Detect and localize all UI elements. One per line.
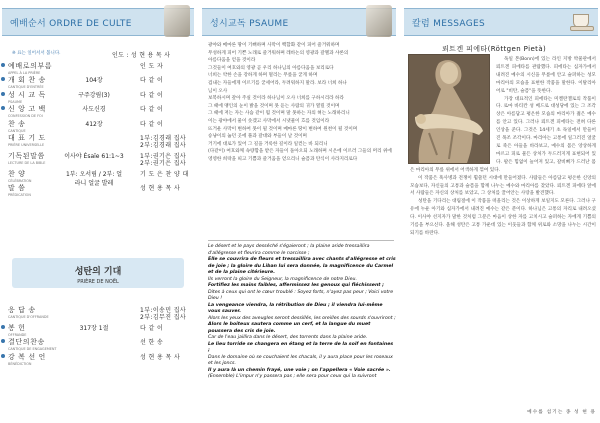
row-item-korean: 찬 송 <box>8 119 26 128</box>
row-person: 다 같 이 <box>140 91 164 99</box>
korean-verse: 승냥이의 눕던 곳에 풀과 갈대와 부들이 날 것이며 <box>208 134 307 140</box>
french-verse: Alors les yeux des aveugles seront dessillés, les oreilles des sourds s'ouvriront ; <box>208 315 396 321</box>
row-item-korean: 기독된말씀 <box>8 151 45 160</box>
service-row <box>8 103 194 117</box>
row-item-french: CANTIQUE D'OFFRANDE <box>8 315 49 319</box>
row-item-french: APPEL À LA PRIÈRE <box>8 71 41 75</box>
psalm-header-title: 성시교독 PSAUME <box>210 19 289 29</box>
row-item-french: CONFESSION DE FOI <box>8 114 43 119</box>
service-row <box>8 118 194 132</box>
service-row <box>8 132 194 150</box>
korean-verse: 겁내는 자들에게 이르기를 굳세어라, 두려워하지 말라. 보라 너희 하나 <box>208 80 347 86</box>
service-row <box>8 304 194 322</box>
row-item <box>8 61 56 75</box>
korean-verse: 이는 광야에서 물이 솟겠고 사막에서 시냇물이 흐를 것임이라 <box>208 118 330 124</box>
row-item <box>8 119 56 133</box>
church-photo-thumbnail <box>164 5 190 37</box>
row-person: 1부:이송민 집사 <box>140 307 187 314</box>
service-row <box>8 336 194 350</box>
row-item <box>8 352 56 366</box>
french-verse: Fortifiez les mains faibles, affermissez les genoux qui fléchissent ; <box>208 283 385 288</box>
row-detail: 412장 <box>85 120 103 128</box>
korean-verse: 님이 오사 <box>208 88 228 94</box>
row-bullet-icon <box>1 63 5 67</box>
korean-verse: 보복하시며 갚아 주실 것이라 하나님이 오사 너희를 구하시리라 하라 <box>208 96 344 102</box>
french-responsive-reading <box>208 244 396 381</box>
service-row <box>8 351 194 365</box>
row-item <box>8 337 56 351</box>
korean-verse: 뜨거운 사막이 변하여 못이 될 것이며 메마른 땅이 변하여 원천이 될 것이며 <box>208 126 358 132</box>
stand-note: ※ 표는 일어서서 봅니다. <box>12 51 61 56</box>
french-verse: Ils verront la gloire du Seigneur, la magnificence de notre Dieu. <box>208 276 357 282</box>
row-person: 다 같 이 <box>140 106 164 114</box>
row-item <box>8 75 56 89</box>
row-item-french: CANTIQUE D'ENTRÉE <box>8 85 44 90</box>
row-item <box>8 183 56 197</box>
row-item-korean: 대 표 기 도 <box>8 133 46 142</box>
french-verse: Le désert et le pays desséché s'égaieront ; la plaine aride tressaillira d'allégresse et fleurira comme le narcisse ; <box>208 244 370 256</box>
row-item-french: PSAUME <box>8 99 23 104</box>
service-row <box>8 60 194 74</box>
row-person: 1부:권기은 집사 <box>140 152 187 160</box>
korean-verse: 아름다움을 얻을 것이라 <box>208 58 256 64</box>
row-item-korean: 결단의찬송 <box>8 338 45 347</box>
row-item-french: CANTIQUE <box>8 128 26 133</box>
row-item-french: PRÉDICATION <box>8 193 31 198</box>
french-verse: Dans le domaine où se couchaient les chacals, il y aura place pour les roseaux et les joncs. <box>208 354 393 366</box>
korean-verse: 거기에 대로가 있어 그 길을 거룩한 길이라 일컫는 바 되리니 <box>208 141 328 147</box>
row-person: 선 한 송 <box>140 339 164 347</box>
row-bullet-icon <box>1 339 5 343</box>
messages-header-title: 칼럼 MESSAGES <box>412 19 485 29</box>
image-spacer <box>410 56 496 164</box>
row-item-korean: 찬 양 <box>8 169 26 178</box>
pastor-leader: 인도 : 성 현 용 목 사 <box>112 52 171 59</box>
row-detail: 1부: 오서림 / 2부: 얼라니 얼굴 발레 <box>65 170 123 187</box>
korean-verse: 그 때에 맹인의 눈이 밝을 것이며 못 듣는 사람의 귀가 열릴 것이며 <box>208 103 340 109</box>
french-verse: Il y aura là un chemin frayé, une voie ; on l'appellera « Voie sacrée ». <box>208 367 391 373</box>
french-verse: Dites à ceux qui ont le cœur troublé : Soyez forts, n'ayez pas peur ; Voici votre Dieu ! <box>208 289 394 301</box>
row-item-french: LECTURE DE LA BIBLE <box>8 160 46 165</box>
row-person: 인 도 자 <box>140 63 164 70</box>
row-bullet-icon <box>1 92 5 96</box>
row-item-korean: 개 회 찬 송 <box>8 76 46 85</box>
korean-responsive-reading <box>208 42 394 164</box>
row-item-korean: 예배로의부름 <box>8 62 53 70</box>
row-detail: 104장 <box>85 77 103 85</box>
row-bullet-icon <box>1 77 5 81</box>
row-detail: 사도신경 <box>82 106 106 114</box>
row-item-korean: 봉 헌 <box>8 324 26 332</box>
row-item-french: PRIÈRE UNIVERSELLE <box>8 142 45 147</box>
korean-verse: 그것들이 여호와의 영광 곧 우리 하나님의 아름다움을 보리로다 <box>208 65 334 71</box>
row-person: 성 현 용 목 사 <box>140 353 181 361</box>
messages-column <box>402 0 600 423</box>
row-item <box>8 169 56 183</box>
row-bullet-icon <box>1 106 5 110</box>
row-bullet-icon <box>1 354 5 358</box>
row-person: 1부:김경래 집사 <box>140 134 187 142</box>
row-item-korean: 신 앙 고 백 <box>8 105 46 114</box>
column-title: 뢰트겐 피에타(Röttgen Pietà) <box>442 45 547 53</box>
french-verse: (Ensemble) L'impur n'y passera pas ; elle sera pour ceux qui la suivront <box>208 374 377 379</box>
korean-verse: 무성하게 피어 기쁜 노래로 즐거워하며 레바논의 영광과 갈멜과 샤론의 <box>208 50 349 56</box>
row-item-korean: 응 답 송 <box>8 306 36 314</box>
christmas-prayer-title: 성탄의 기대 <box>74 267 122 277</box>
worship-order-list-2 <box>8 304 194 365</box>
row-item-french: CÉLÉBRATION <box>8 178 32 183</box>
french-verse: Car de l'eau jaillira dans le désert, des torrents dans la plaine aride. <box>208 335 368 340</box>
worship-order-list <box>8 60 194 197</box>
open-bible-thumbnail <box>366 5 392 37</box>
korean-verse: 그 때에 저는 자는 사슴 같이 뛸 것이며 말 못하는 자의 혀는 노래하리니 <box>208 111 350 117</box>
french-verse: Alors le boiteux sautera comme un cerf, et la langue du muet poussera des cris de joie. <box>208 322 371 334</box>
divider <box>208 240 394 241</box>
row-person: 다 같 이 <box>140 325 164 332</box>
service-row <box>8 182 194 196</box>
row-item <box>8 151 56 165</box>
row-item <box>8 104 56 118</box>
service-row <box>8 74 194 88</box>
french-verse: Le lieu torride se changera en étang et la terre de la soif en fontaines ; <box>208 341 394 353</box>
row-item-korean: 말 씀 <box>8 184 26 193</box>
row-person-2: 2부:권기은 집사 <box>140 159 187 167</box>
psalm-header <box>202 8 396 36</box>
french-verse: Elle se couvrira de fleurs et tressaillira avec chants d'allégresse et cris de joie ; la gloire du Liban lui sera donnée, la magnificence du Carmel et de la plaine citérieure. <box>208 257 396 275</box>
essay-paragraph: 가장 대표적인 피에타는 미켈란젤로의 작품이다. 로마 바티칸 성 베드로 대성당에 있는 그 조각상은 아름답고 평온한 모습의 마리아가 젊은 예수를 안고 있다. 그러나 뢰트겐 피에타는 전혀 다른 인상을 준다. 그것은 14세기 초 독일에서 만들어진 목조 조각이다. 마리아는 고통에 일그러진 얼굴로 죽은 아들을 바라보고, 예수의 몸은 앙상하게 마르고 피로 물든 상처가 두드러지게 표현되어 있다. 팔은 힘없이 늘어져 있고, 갈비뼈가 드러난 몸은 마리아의 무릎 위에서 어색하게 꺾여 있다. <box>410 96 596 173</box>
row-item-french: CANTIQUE DE ENGAGEMENT <box>8 347 57 352</box>
korean-verse: 광야와 메마른 땅이 기뻐하며 사막이 백합화 같이 피어 즐거워하며 <box>208 43 340 48</box>
essay-paragraph: 이 작품은 흑사병과 전쟁이 휩쓸던 시대에 만들어졌다. 사람들은 아름답고 평온한 신앙의 모습보다, 자신들의 고통과 슬픔을 함께 나누는 예수와 마리아를 찾았다. 뢰트겐 피에타 앞에서 사람들은 자신의 상처를 보았고, 그 상처를 끌어안는 사랑을 발견했다. <box>410 175 596 197</box>
order-header-title: 예배순서 ORDRE DE CULTE <box>10 19 132 29</box>
row-item-french: OFFRANDE <box>8 333 27 337</box>
psalm-column <box>200 0 398 423</box>
row-item-french: BÉNÉDICTION <box>8 361 32 366</box>
row-bullet-icon <box>1 325 5 329</box>
row-item <box>8 305 56 319</box>
row-person: 기 도 은 찬 양 대 <box>140 170 189 178</box>
row-person: 다 같 이 <box>140 120 164 128</box>
order-header <box>2 8 194 36</box>
row-person-2: 2부:김경래 집사 <box>140 141 187 149</box>
row-item-korean: 강 복 선 언 <box>8 352 46 361</box>
row-person: 다 같 이 <box>140 77 164 85</box>
service-row <box>8 150 194 168</box>
coffee-cup-icon <box>570 6 592 32</box>
row-detail: 이사야 Ésaïe 61:1~3 <box>64 152 124 160</box>
row-person-2: 2부:김무진 집사 <box>140 314 187 321</box>
row-detail: 317장 1절 <box>79 325 109 332</box>
row-item <box>8 323 56 337</box>
korean-verse: (다같이) 여호와께 속량함을 받은 자들이 돌아오되 노래하며 시온에 이르러 그들의 머리 위에 영영한 희락을 띠고 기쁨과 즐거움을 얻으리니 슬픔과 탄식이 사라지리로다 <box>208 149 392 162</box>
christmas-prayer-subtitle: PRIÈRE DE NOËL <box>77 279 119 285</box>
essay-paragraph: 독일 본(Bonn)에 있는 라인 지방 박물관에서 뢰트겐 피에타를 관람했다. 피에타는 십자가에서 내려진 예수의 시신을 무릎에 안고 슬퍼하는 성모 마리아의 모습을 표현한 작품을 말한다. 이탈리아어로 "비탄, 슬픔"을 뜻한다. <box>496 57 596 94</box>
service-row <box>8 322 194 336</box>
row-detail: 구주강림(3) <box>78 91 110 99</box>
row-item <box>8 90 56 104</box>
column-essay <box>410 56 596 238</box>
french-verse: La vengeance viendra, la rétribution de Dieu ; il viendra lui-même vous sauver. <box>208 302 383 314</box>
order-of-service-column <box>0 0 196 423</box>
row-person: 성 현 용 목 사 <box>140 185 181 193</box>
row-item <box>8 133 56 147</box>
korean-verse: 너희는 약한 손을 강하게 하며 떨리는 무릎을 굳게 하며 <box>208 73 318 79</box>
essay-paragraph: 성탄을 기다리는 대림절에 이 작품을 떠올리는 것은 이상하게 보일지도 모른다. 그러나 구유에 누운 아기와 십자가에서 내려진 예수는 같은 분이다. 하나님은 고통의 자리로 내려오셨다. 이사야 선지자가 말한 것처럼 그분은 마음이 상한 자를 고치시고 슬퍼하는 자에게 기쁨의 기름을 부으신다. 올해 성탄은 고통 가운데 있는 이웃들과 함께 위로와 소망을 나누는 시간이 되기를 바란다. <box>410 199 596 236</box>
row-item-korean: 성 시 교 독 <box>8 90 46 99</box>
author-signature: 예수를 섬기는 종 성 현 용 <box>527 410 596 415</box>
service-row <box>8 168 194 187</box>
service-row <box>8 89 194 103</box>
messages-header <box>404 8 598 36</box>
